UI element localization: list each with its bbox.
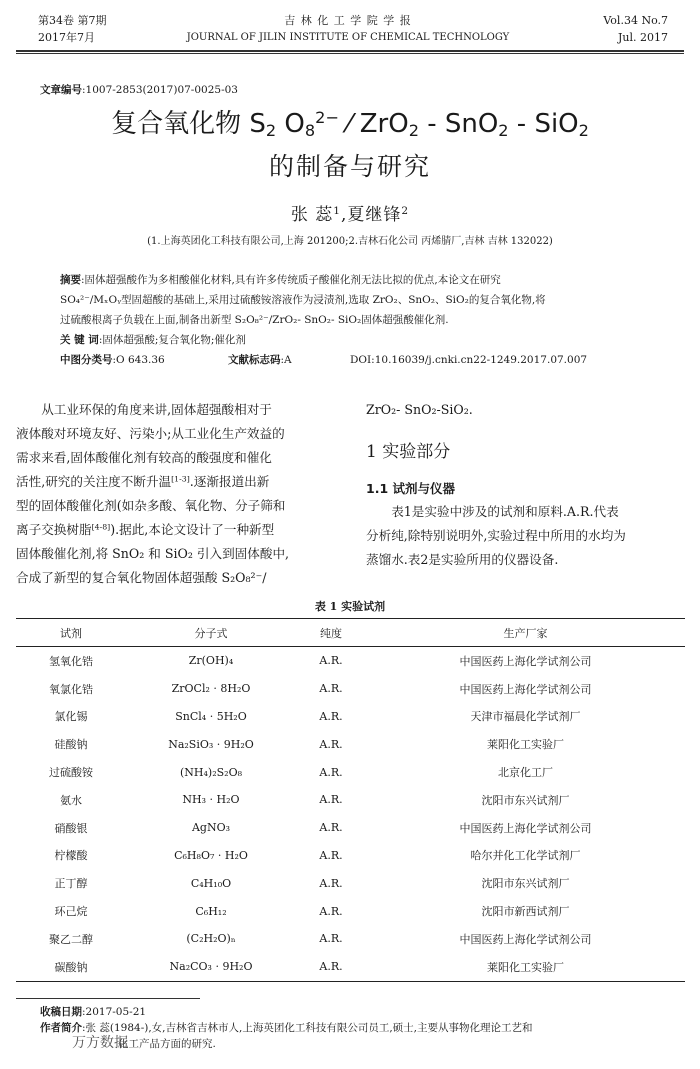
table-header-cell: 分子式 xyxy=(126,619,296,647)
author-2: 夏继锋 xyxy=(347,205,402,225)
keywords: 关 键 词:固体超强酸;复合氧化物;催化剂 xyxy=(60,334,246,346)
table-row: 过硫酸铵 (NH₄)₂S₂O₈ A.R. 北京化工厂 xyxy=(49,765,553,780)
classification: 中图分类号:O 643.36 文献标志码:A DOI:10.16039/j.cnki.cn22-1249.2017.07.007 xyxy=(60,350,660,370)
table-header-cell: 试剂 xyxy=(16,619,126,647)
abstract-label: 摘要 xyxy=(60,274,81,286)
affiliation: (1.上海英团化工科技有限公司,上海 201200;2.吉林石化公司 丙烯腈厂,吉林 吉林 132022) xyxy=(147,236,553,247)
table-header-cell: 纯度 xyxy=(296,619,366,647)
reagent-table xyxy=(16,618,685,982)
table-row: 氢氧化锆 Zr(OH)₄ A.R. 中国医药上海化学试剂公司 xyxy=(49,654,592,668)
table-row: 氯化锡 SnCl₄ · 5H₂O A.R. 天津市福晨化学试剂厂 xyxy=(54,709,581,724)
table-row: 碳酸钠 Na₂CO₃ · 9H₂O A.R. 莱阳化工实验厂 xyxy=(16,953,685,981)
header-journal-cn: 吉 林 化 工 学 院 学 报 xyxy=(284,14,412,27)
watermark: 万方数据 xyxy=(72,1035,128,1051)
table-row: 正丁醇 C₄H₁₀O A.R. 沈阳市东兴试剂厂 xyxy=(54,876,570,891)
table-row: 柠檬酸 C₆H₈O₇ · H₂O A.R. 哈尔并化工化学试剂厂 xyxy=(54,848,581,863)
header-date-en: Jul. 2017 xyxy=(618,31,668,44)
table-row: 硅酸钠 Na₂SiO₃ · 9H₂O A.R. 莱阳化工实验厂 xyxy=(54,737,564,752)
header-rule-top xyxy=(16,50,684,52)
footnote: 收稿日期:2017-05-21 作者简介:张 蕊(1984-),女,吉林省吉林市人,上海英团化工科技有限公司员工,硕士,主要从事物化理论工艺和 化工产品方面的研究. xyxy=(40,1004,690,1052)
header-vol-en: Vol.34 No.7 xyxy=(603,14,668,27)
paper-title: 复合氧化物 $S_2$ $O_8^{2-}$ ⁄ ZrO$_2$ - SnO$_2$ - SiO$_2$ xyxy=(111,108,589,141)
subsection-heading: 1.1 试剂与仪器 xyxy=(366,481,455,496)
author-bio: 作者简介:张 蕊(1984-),女,吉林省吉林市人,上海英团化工科技有限公司员工,硕士,主要从事物化理论工艺和 xyxy=(40,1022,533,1034)
author-1: 张 蕊 xyxy=(290,205,334,225)
article-number-value: :1007-2853(2017)07-0025-03 xyxy=(82,84,238,96)
footnote-rule xyxy=(16,998,200,999)
header-date: 2017年7月 xyxy=(38,31,95,44)
citation-4-8[interactable]: [4-8] xyxy=(91,522,111,532)
header-rule-bottom xyxy=(16,53,684,54)
table-row: 环己烷 C₆H₁₂ A.R. 沈阳市新西试剂厂 xyxy=(54,904,570,919)
authors: 张 蕊$^1$,夏继锋$^2$ xyxy=(290,205,410,225)
section-heading: 1 实验部分 xyxy=(366,442,451,462)
header-journal-en: JOURNAL OF JILIN INSTITUTE OF CHEMICAL TECHNOLOGY xyxy=(186,32,510,43)
table-row: 硝酸银 AgNO₃ A.R. 中国医药上海化学试剂公司 xyxy=(54,821,592,835)
abstract: 摘要:固体超强酸作为多相酸催化材料,具有许多传统质子酸催化剂无法比拟的优点,本论文在研究 SO₄²⁻/MₓOᵧ型固超酸的基础上,采用过硫酸铵溶液作为浸渍剂,选取 ZrO₂、SnO₂、SiO₂的复合氧化物,将 过硫酸根离子负载在上面,制备出新型 S₂O₈²⁻/ZrO₂- SnO₂- SiO₂固体超强酸催化剂. 关 键 词:固体超强酸;复合氧化物;催化剂 中图分类号:O 643.36 文献标志码:A DOI:10.16039/j.cnki.cn22-1249.2017.07.007 xyxy=(60,270,660,370)
table-header-cell: 生产厂家 xyxy=(366,619,685,647)
article-number-label: 文章编号 xyxy=(40,84,82,96)
body-left-column: 从工业环保的角度来讲,固体超强酸相对于 液体酸对环境友好、污染小;从工业化生产效益的 需求来看,固体酸催化剂有较高的酸强度和催化 活性,研究的关注度不断升温[1-3].逐渐报道出新 型的固体酸催化剂(如杂多酸、氧化物、分子筛和 离子交换树脂[4-8]).据此,本论文设计了一种新型 固体酸催化剂,将 SnO₂ 和 SiO₂ 引入到固体酸中, 合成了新型的复合氧化物固体超强酸 S₂O₈²⁻/ xyxy=(16,402,290,585)
table-header-row xyxy=(16,619,685,647)
paper-title-line2: 的制备与研究 xyxy=(268,152,431,181)
received-date: 收稿日期:2017-05-21 xyxy=(40,1006,147,1018)
running-header xyxy=(38,14,668,46)
table-caption: 表 1 实验试剂 xyxy=(314,600,386,613)
table-row: 聚乙二醇 (C₂H₂O)ₙ A.R. 中国医药上海化学试剂公司 xyxy=(49,932,592,946)
formula-continuation: ZrO₂- SnO₂-SiO₂. xyxy=(366,402,473,417)
doi: DOI:10.16039/j.cnki.cn22-1249.2017.07.007 xyxy=(350,354,588,366)
body-right-column: ZrO₂- SnO₂-SiO₂. 1 实验部分 1.1 试剂与仪器 表1是实验中涉及的试剂和原料.A.R.代表 分析纯,除特别说明外,实验过程中所用的水均为 蒸馏水.表2是实验所用的仪器设备. xyxy=(366,398,686,572)
table-row: 氨水 NH₃ · H₂O A.R. 沈阳市东兴试剂厂 xyxy=(60,793,570,807)
table-row: 氧氯化锆 ZrOCl₂ · 8H₂O A.R. 中国医药上海化学试剂公司 xyxy=(49,682,592,696)
citation-1-3[interactable]: [1-3] xyxy=(171,474,190,484)
header-volume: 第34卷 第7期 xyxy=(38,14,107,27)
article-number xyxy=(40,82,238,97)
